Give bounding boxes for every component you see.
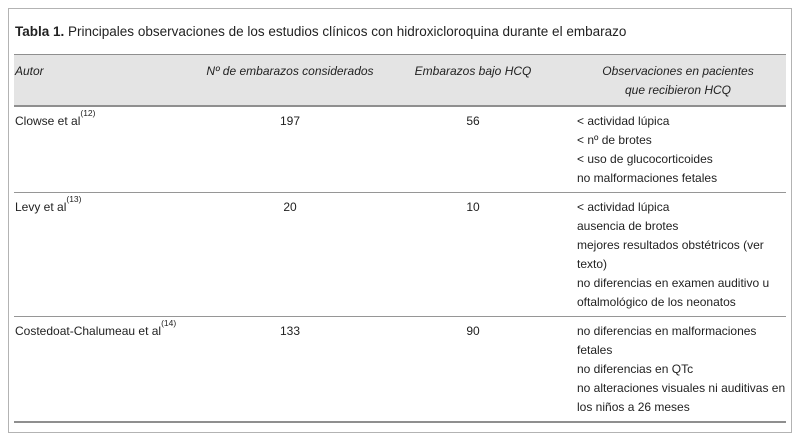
- table-title: [9, 9, 791, 54]
- observation-line: < uso de glucocorticoides: [577, 152, 713, 166]
- table-header: [14, 55, 786, 107]
- considered-cell: 20: [204, 193, 376, 317]
- considered-cell: 197: [204, 106, 376, 193]
- column-header-observations-text: Observaciones en pacientes que recibieron HCQ: [602, 64, 754, 97]
- observation-line: < actividad lúpica: [577, 114, 670, 128]
- table-title-label: Tabla 1.: [15, 24, 65, 39]
- column-header-under-hcq: Embarazos bajo HCQ: [376, 55, 570, 107]
- citation-ref: (12): [80, 108, 96, 118]
- observations-cell: [570, 193, 786, 317]
- under-hcq-cell: 90: [376, 317, 570, 423]
- header-row: [14, 55, 786, 107]
- author-cell: [14, 193, 204, 317]
- observation-line: ausencia de brotes: [577, 219, 679, 233]
- observation-line: < nº de brotes: [577, 133, 652, 147]
- clinical-observations-table: [14, 54, 786, 423]
- observation-line: mejores resultados obstétricos (ver texto): [577, 238, 764, 271]
- column-header-observations: [570, 55, 786, 107]
- observation-line: no alteraciones visuales ni auditivas en los niños a 26 meses: [577, 381, 786, 414]
- observation-line: no diferencias en examen auditivo u oftalmológico de los neonatos: [577, 276, 770, 309]
- citation-ref: (14): [161, 318, 177, 328]
- author-name: Levy et al: [15, 200, 67, 214]
- observation-line: no diferencias en malformaciones fetales: [577, 324, 757, 357]
- table-body: [14, 106, 786, 422]
- table-wrapper: [14, 54, 786, 423]
- table-row: [14, 106, 786, 193]
- table-title-text: Principales observaciones de los estudios clínicos con hidroxicloroquina durante el embarazo: [64, 24, 627, 39]
- document-frame: [8, 8, 792, 433]
- column-header-author: Autor: [14, 55, 204, 107]
- author-cell: [14, 106, 204, 193]
- author-cell: [14, 317, 204, 423]
- observations-cell: [570, 106, 786, 193]
- observation-line: < actividad lúpica: [577, 200, 670, 214]
- under-hcq-cell: 10: [376, 193, 570, 317]
- considered-cell: 133: [204, 317, 376, 423]
- author-name: Costedoat-Chalumeau et al: [15, 324, 162, 338]
- citation-ref: (13): [66, 194, 82, 204]
- table-row: [14, 317, 786, 423]
- observations-cell: [570, 317, 786, 423]
- table-row: [14, 193, 786, 317]
- observation-line: no malformaciones fetales: [577, 171, 718, 185]
- observation-line: no diferencias en QTc: [577, 362, 694, 376]
- under-hcq-cell: 56: [376, 106, 570, 193]
- column-header-considered: Nº de embarazos considerados: [204, 55, 376, 107]
- author-name: Clowse et al: [15, 114, 81, 128]
